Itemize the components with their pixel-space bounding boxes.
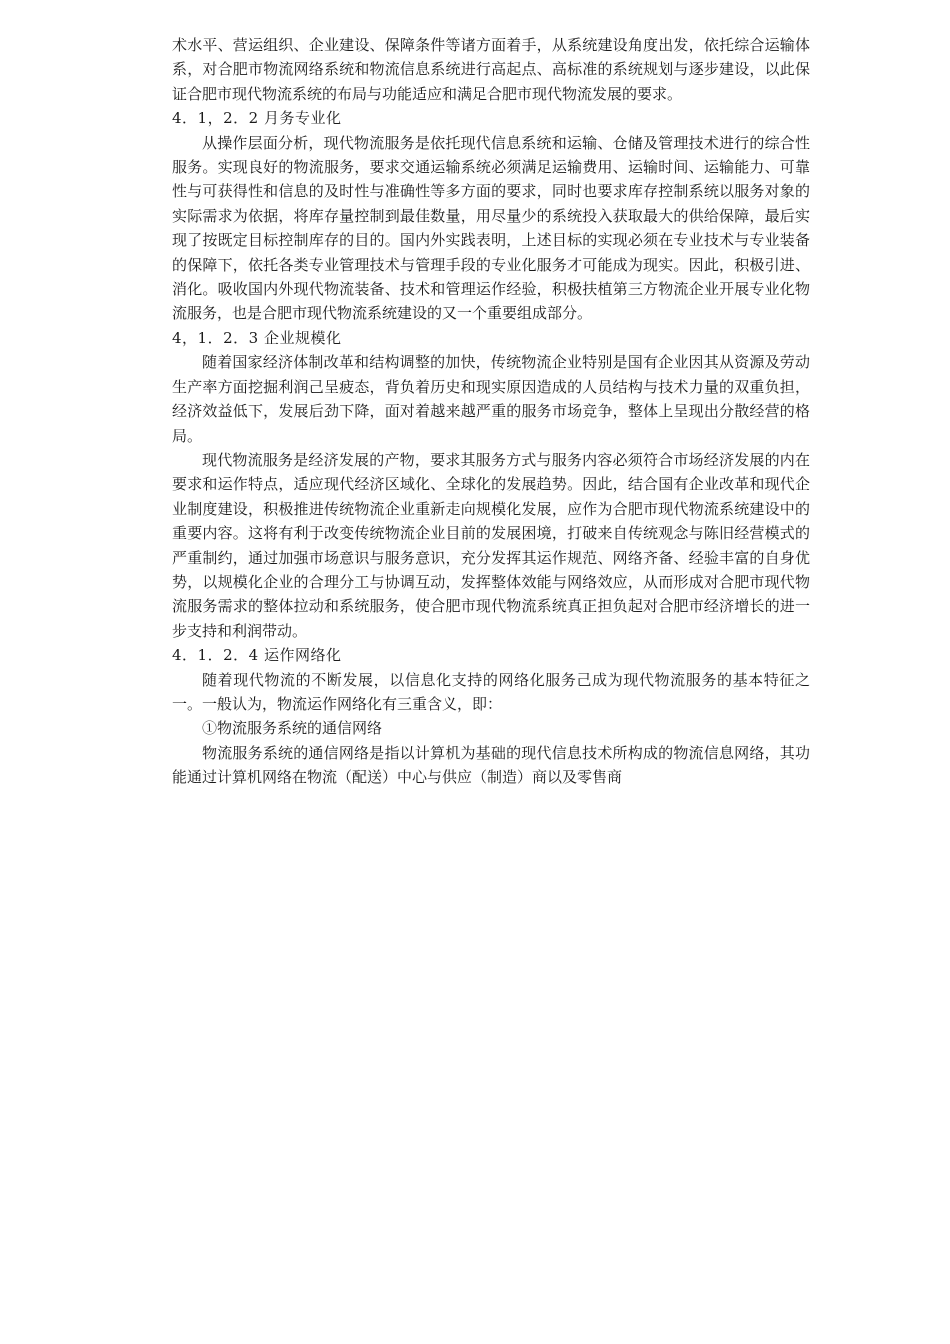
paragraph-specialization: 从操作层面分析，现代物流服务是依托现代信息系统和运输、仓储及管理技术进行的综合性服务。实现良好的物流服务，要求交通运输系统必须满足运输费用、运输时间、运输能力、可靠性与可获得性和信息的及时性与准确性等多方面的要求，同时也要求库存控制系统以服务对象的实际需求为依据，将库存量控制到最佳数量，用尽量少的系统投入获取最大的供给保障，最后实现了按既定目标控制库存的目的。国内外实践表明，上述目标的实现必须在专业技术与专业装备的保障下，依托各类专业管理技术与管理手段的专业化服务才可能成为现实。因此，积极引进、消化。吸收国内外现代物流装备、技术和管理运作经验，积极扶植第三方物流企业开展专业化物流服务，也是合肥市现代物流系统建设的又一个重要组成部分。 <box>172 133 810 323</box>
section-heading-4-1-2-3: 4，1．2．3 企业规模化 <box>172 328 342 347</box>
document-body <box>172 33 810 790</box>
paragraph-network-1: 随着现代物流的不断发展，以信息化支持的网络化服务己成为现代物流服务的基本特征之一。一般认为，物流运作网络化有三重含义，即： <box>172 670 810 713</box>
paragraph-network-2: 物流服务系统的通信网络是指以计算机为基础的现代信息技术所构成的物流信息网络，其功能通过计算机网络在物流（配送）中心与供应（制造）商以及零售商 <box>172 743 810 787</box>
list-item-communication-network: ①物流服务系统的通信网络 <box>202 719 383 738</box>
paragraph-scale-1: 随着国家经济体制改革和结构调整的加快，传统物流企业特别是国有企业因其从资源及劳动生产率方面挖掘利润己呈疲态，背负着历史和现实原因造成的人员结构与技术力量的双重负担，经济效益低下，发展后劲下降，面对着越来越严重的服务市场竞争，整体上呈现出分散经营的格局。 <box>172 353 810 445</box>
section-heading-4-1-2-4: 4．1．2．4 运作网络化 <box>172 646 342 665</box>
section-heading-4-1-2-2: 4．1，2．2 月务专业化 <box>172 109 342 128</box>
paragraph-scale-2: 现代物流服务是经济发展的产物，要求其服务方式与服务内容必须符合市场经济发展的内在要求和运作特点，适应现代经济区域化、全球化的发展趋势。因此，结合国有企业改革和现代企业制度建设，积极推进传统物流企业重新走向规模化发展，应作为合肥市现代物流系统建设中的重要内容。这将有利于改变传统物流企业目前的发展困境，打破来自传统观念与陈旧经营模式的严重制约，通过加强市场意识与服务意识，充分发挥其运作规范、网络齐备、经验丰富的自身优势，以规模化企业的合理分工与协调互动，发挥整体效能与网络效应，从而形成对合肥市现代物流服务需求的整体拉动和系统服务，使合肥市现代物流系统真正担负起对合肥市经济增长的进一步支持和利润带动。 <box>172 450 810 640</box>
paragraph-continuation: 术水平、营运组织、企业建设、保障条件等诸方面着手，从系统建设角度出发，依托综合运输体系，对合肥市物流网络系统和物流信息系统进行高起点、高标准的系统规划与逐步建设，以此保证合肥市现代物流系统的布局与功能适应和满足合肥市现代物流发展的要求。 <box>172 36 810 103</box>
